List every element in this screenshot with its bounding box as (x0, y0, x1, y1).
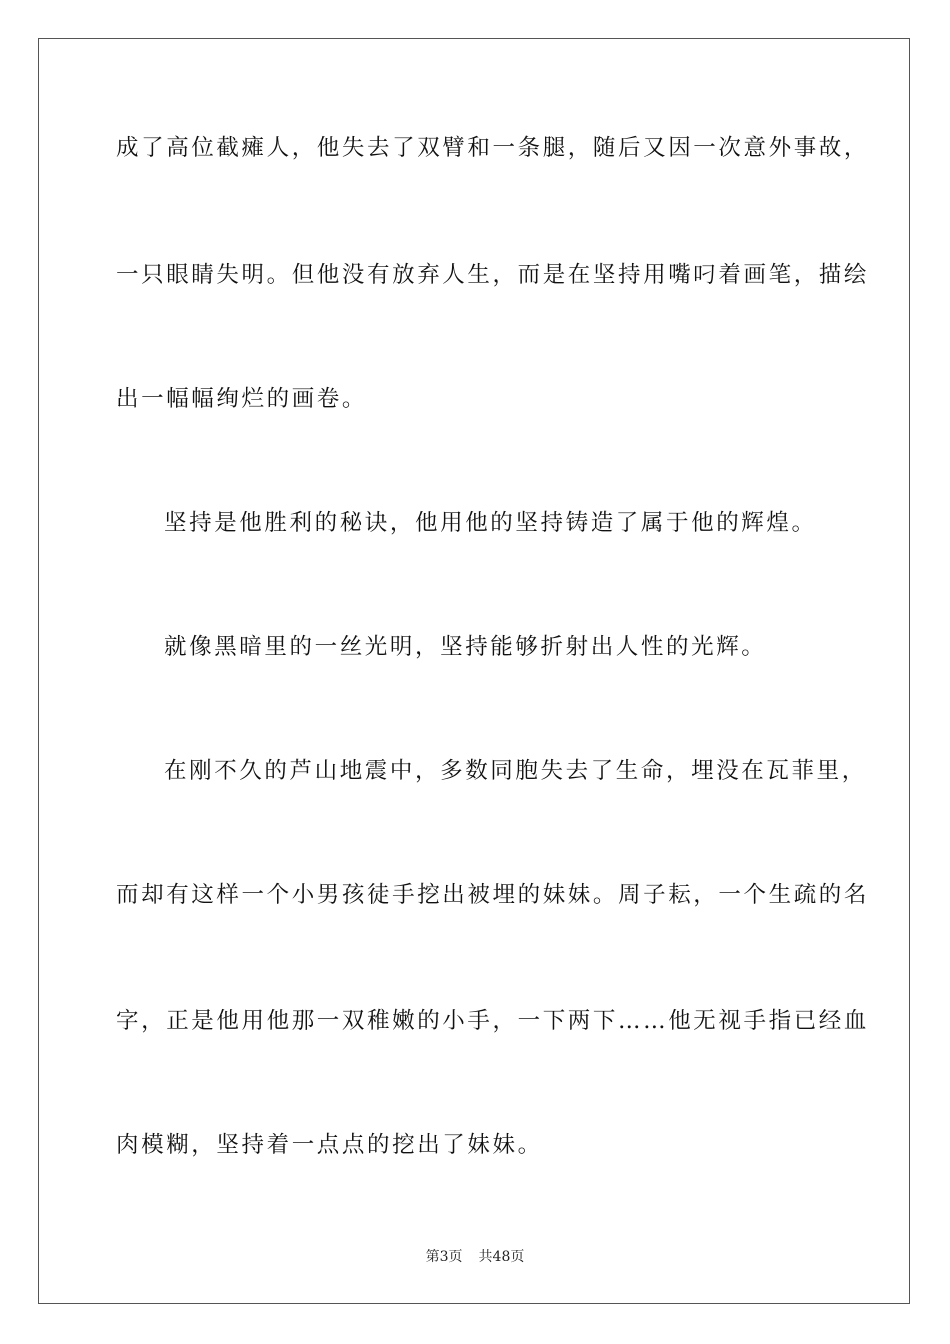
paragraph-line: 在刚不久的芦山地震中，多数同胞失去了生命，埋没在瓦菲里， (164, 758, 867, 784)
text-line: 一只眼睛失明。但他没有放弃人生，而是在坚持用嘴叼着画笔，描绘 (116, 262, 870, 288)
page-total: 共48页 (478, 1249, 525, 1265)
text-line: 字，正是他用他那一双稚嫩的小手，一下两下……他无视手指已经血 (116, 1008, 870, 1034)
page-footer (0, 1248, 950, 1266)
text-line: 成了高位截瘫人，他失去了双臂和一条腿，随后又因一次意外事故， (116, 135, 870, 161)
paragraph-line: 就像黑暗里的一丝光明，坚持能够折射出人性的光辉。 (164, 634, 767, 660)
text-line: 肉模糊，坚持着一点点的挖出了妹妹。 (116, 1132, 543, 1158)
paragraph-line: 坚持是他胜利的秘诀，他用他的坚持铸造了属于他的辉煌。 (164, 510, 817, 536)
text-line: 出一幅幅绚烂的画卷。 (116, 386, 368, 412)
text-line: 而却有这样一个小男孩徒手挖出被埋的妹妹。周子耘，一个生疏的名 (116, 882, 870, 908)
page-border (38, 38, 910, 1304)
page-number: 第3页 (425, 1249, 463, 1265)
